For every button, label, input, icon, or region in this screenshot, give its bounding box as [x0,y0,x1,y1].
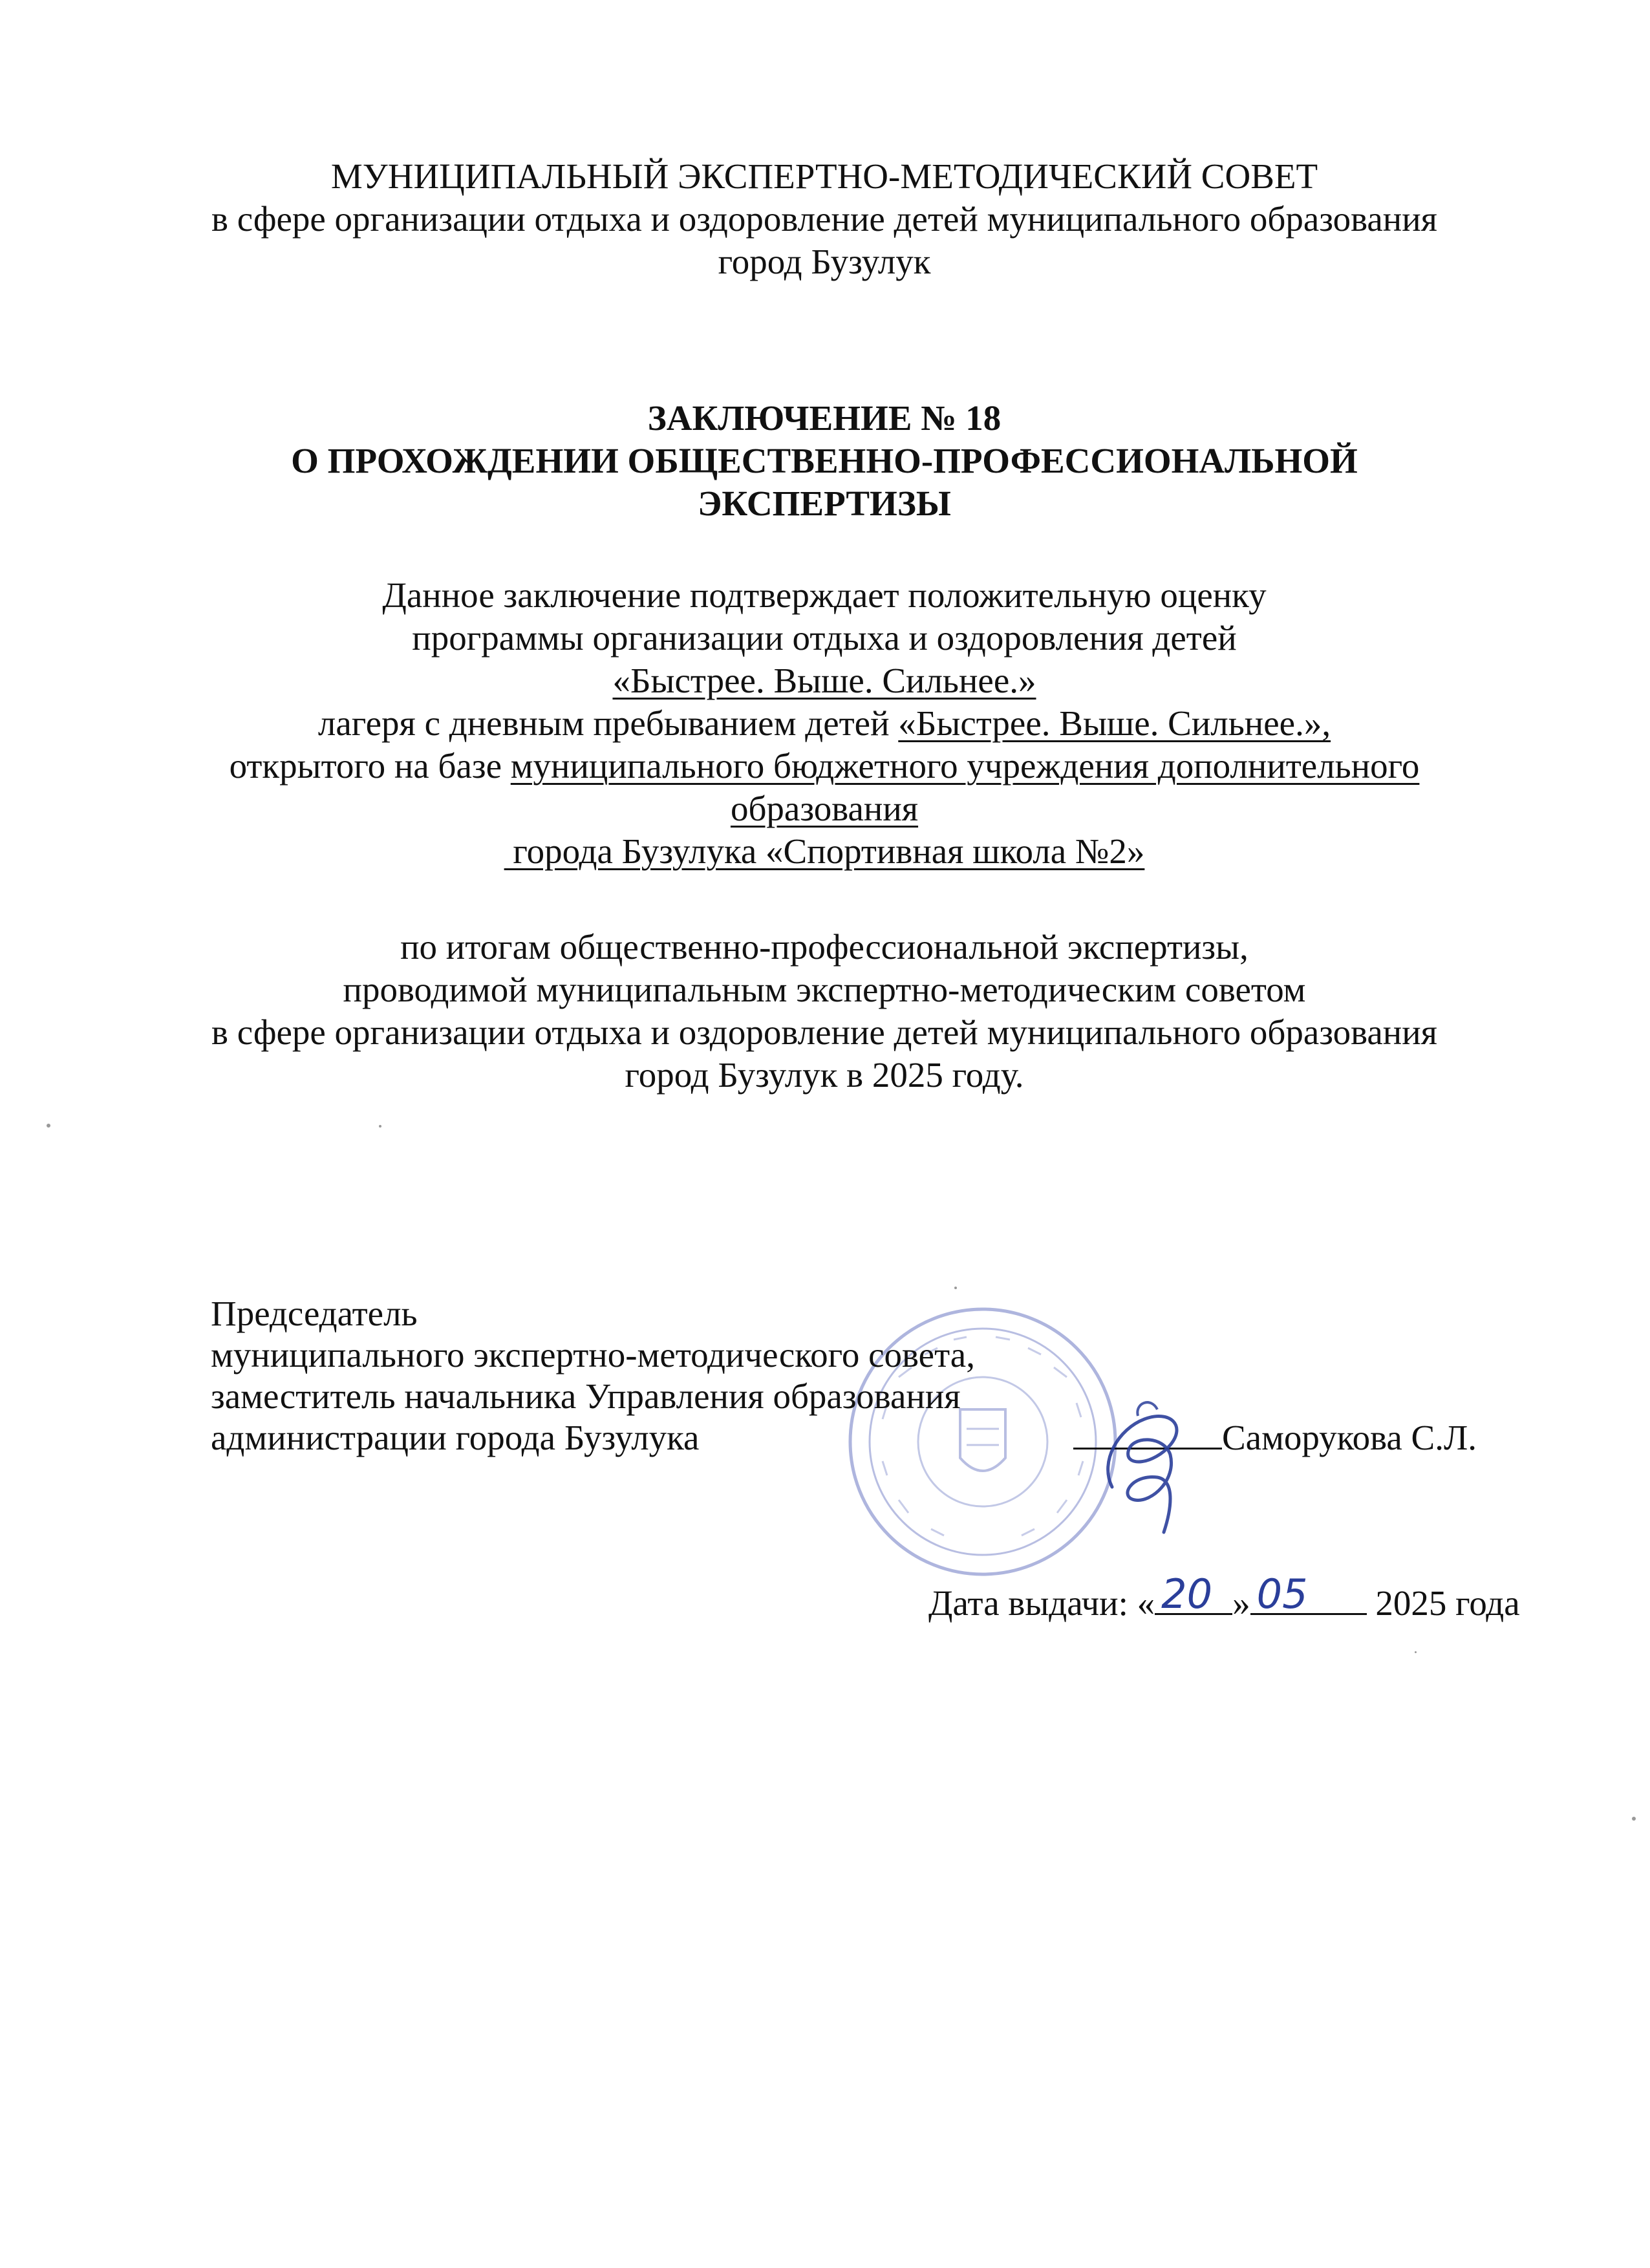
scan-speck [1632,1817,1636,1821]
results-line-2: проводимой муниципальным экспертно-методическим советом [343,970,1306,1009]
results-line-1: по итогам общественно-профессиональной экспертизы, [400,927,1248,967]
scan-speck [47,1124,50,1128]
institution-line-3: города Бузулука «Спортивная школа №2» [504,831,1145,871]
signatory-position: заместитель начальника Управления образования [211,1376,961,1416]
council-scope: в сфере организации отдыха и оздоровление детей муниципального образования [211,199,1437,239]
issue-day-blank [1155,1570,1232,1618]
signatory-name: Саморукова С.Л. [1222,1418,1477,1457]
date-separator: » [1232,1583,1250,1623]
conclusion-number: ЗАКЛЮЧЕНИЕ № 18 [647,398,1002,438]
issue-day: 20 [1161,1570,1213,1618]
results-line-4: город Бузулук в 2025 году. [625,1055,1024,1095]
council-name: МУНИЦИПАЛЬНЫЙ ЭКСПЕРТНО-МЕТОДИЧЕСКИЙ СОВЕТ [330,156,1318,196]
issue-date [928,1570,1520,1624]
council-city: город Бузулук [718,242,931,281]
results-paragraph [181,926,1468,1097]
institution-line-2: образования [730,789,919,828]
issue-year: 2025 года [1366,1583,1520,1623]
issue-date-label: Дата выдачи: « [928,1583,1155,1623]
document-title [181,397,1468,525]
body-line-1: Данное заключение подтверждает положительную оценку [382,575,1267,615]
title-line-2: О ПРОХОЖДЕНИИ ОБЩЕСТВЕННО-ПРОФЕССИОНАЛЬНОЙ [291,441,1358,480]
scan-speck [1415,1651,1417,1653]
issue-month: 05 [1256,1570,1308,1618]
program-name: «Быстрее. Выше. Сильнее.» [612,661,1036,700]
camp-name: «Быстрее. Выше. Сильнее.», [898,703,1331,743]
signatory-organization: администрации города Бузулука [211,1418,700,1457]
signatory-block [211,1293,975,1459]
issue-month-blank [1250,1570,1367,1618]
camp-prefix: лагеря с дневным пребыванием детей [317,703,899,743]
title-line-3: ЭКСПЕРТИЗЫ [698,484,951,523]
signatory-council: муниципального экспертно-методического совета, [211,1335,975,1375]
base-prefix: открытого на базе [229,746,511,786]
conclusion-body [181,574,1468,873]
results-line-3: в сфере организации отдыха и оздоровление детей муниципального образования [211,1012,1437,1052]
scan-speck [379,1125,381,1128]
body-line-2: программы организации отдыха и оздоровления детей [412,618,1237,658]
scan-speck [954,1287,957,1289]
document-header [181,155,1468,283]
signatory-role: Председатель [211,1294,418,1333]
institution-line-1: муниципального бюджетного учреждения дополнительного [510,746,1420,786]
handwritten-signature [1073,1390,1216,1539]
